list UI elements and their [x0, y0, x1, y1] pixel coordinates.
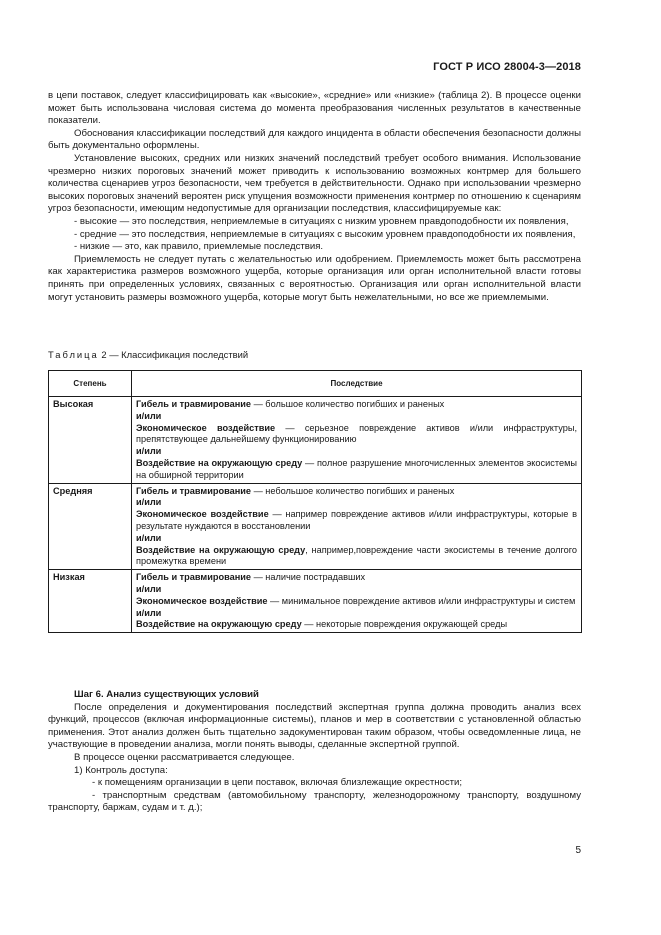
consequence-head: Воздействие на окружающую среду [136, 619, 302, 630]
consequence-text: — наличие пострадавших [251, 572, 366, 583]
consequence-head: Экономическое воздействие [136, 422, 276, 433]
list-item: - высокие — это последствия, неприемлемые в ситуациях с низким уровнем правдоподобности их появления, [74, 215, 569, 227]
consequence-cell [132, 483, 582, 570]
table-header-row [49, 371, 582, 397]
consequence-cell [132, 397, 582, 484]
table-caption-number: 2 [101, 349, 107, 360]
consequence-item [136, 596, 577, 608]
consequence-head: Гибель и травмирование [136, 399, 252, 409]
conjunction: и/или [136, 446, 162, 457]
consequence-text: — большое количество погибших и раненых [251, 399, 445, 409]
numbered-item: 1) Контроль доступа: [74, 764, 168, 776]
degree-cell: Высокая [49, 397, 132, 484]
consequence-item [136, 572, 577, 584]
consequence-cell [132, 570, 582, 633]
page-number: 5 [575, 845, 581, 856]
consequence-head: Гибель и травмирование [136, 572, 252, 583]
table-row [49, 397, 582, 484]
table-row [49, 570, 582, 633]
consequence-item [136, 619, 577, 631]
consequence-text: — минимальное повреждение активов и/или инфраструктуры и систем [267, 595, 576, 606]
consequence-text: — некоторые повреждения окружающей среды [301, 619, 508, 630]
conjunction: и/или [136, 497, 162, 508]
table-caption-prefix: Таблица [48, 349, 99, 360]
list-item: - средние — это последствия, неприемлемые в ситуациях с высоким уровнем правдоподобности их появления, [74, 228, 576, 240]
consequence-head: Гибель и травмирование [136, 485, 252, 496]
degree-cell: Средняя [49, 483, 132, 570]
conjunction: и/или [136, 410, 162, 421]
table-caption-title: — Классификация последствий [109, 349, 249, 360]
paragraph: Установление высоких, средних или низких значений последствий требует особого внимания. Использование чрезмерно низких пороговых значений может приводить к использованию возможных контрмер для большего количества сценариев угроз безопасности, чем требуется в действительности. Однако при использовании чрезмерно высоких пороговых значений вероятен риск упущения возможности применения контрмер по отношению к сценариям угроз безопасности, имеющим недопустимые для организации последствия, классифицируемые как: [48, 152, 581, 215]
consequence-head: Воздействие на окружающую среду [136, 544, 306, 555]
consequence-text: — серьезное повреждение активов и/или инфраструктуры, препятствующее дальнейшему функционированию [136, 422, 577, 445]
classification-table [48, 370, 582, 633]
paragraph: Приемлемость не следует путать с желательностью или одобрением. Приемлемость может быть рассмотрена как характеристика размеров возможного ущерба, которые организация или орган исполнительной власти готовы принять при определенных условиях, связанных с вероятностью. Организация или орган исполнительной власти могут установить размеры возможного ущерба, которые могут быть нежелательными, но все же приемлемыми. [48, 253, 581, 303]
list-item: - транспортным средствам (автомобильному транспорту, железнодорожному транспорту, воздушному транспорту, баржам, судам и т. д.); [48, 789, 581, 814]
consequence-item [136, 486, 577, 498]
consequence-text: — полное разрушение многочисленных элементов экосистемы на обширной территории [136, 457, 577, 480]
consequence-item [136, 545, 577, 569]
consequence-head: Экономическое воздействие [136, 509, 269, 520]
consequence-text: , например,повреждение части экосистемы в течение долгого промежутка времени [136, 544, 577, 567]
consequence-text: — небольшое количество погибших и раненых [251, 485, 455, 496]
paragraph: в цепи поставок, следует классифицировать как «высокие», «средние» или «низкие» (таблица 2). В процессе оценки может быть использована числовая система до момента преобразования численных результатов в качественные показатели. [48, 90, 581, 127]
list-item: - к помещениям организации в цепи поставок, включая близлежащие окрестности; [92, 777, 463, 789]
consequence-text: — например повреждение активов и/или инфраструктуры, которые в результате нуждаются в восстановлении [136, 509, 578, 531]
consequence-head: Экономическое воздействие [136, 595, 268, 606]
body-text [48, 90, 581, 304]
paragraph: Обоснования классификации последствий для каждого инцидента в области обеспечения безопасности должны быть документально оформлены. [48, 127, 581, 152]
paragraph: После определения и документирования последствий экспертная группа должна проводить анализ всех функций, процессов (включая информационные системы), планов и мер в соответствии с установленной областью применения. Этот анализ должен быть тщательно задокументирован таким образом, чтобы осведомленные лица, не участвующие в проведении анализа, могли понять выводы, сделанные экспертной группой. [48, 701, 581, 751]
table-caption [48, 349, 248, 360]
section-heading: Шаг 6. Анализ существующих условий [74, 689, 259, 700]
degree-cell: Низкая [49, 570, 132, 633]
consequence-item [136, 458, 577, 482]
consequence-item [136, 423, 577, 447]
column-header-degree: Степень [49, 371, 132, 397]
conjunction: и/или [136, 583, 162, 594]
consequence-head: Воздействие на окружающую среду [136, 457, 303, 468]
column-header-consequence: Последствие [132, 371, 582, 397]
section-step-6 [48, 689, 581, 815]
conjunction: и/или [136, 607, 162, 618]
conjunction: и/или [136, 532, 162, 543]
paragraph: В процессе оценки рассматривается следующее. [74, 751, 295, 763]
document-code: ГОСТ Р ИСО 28004-3—2018 [433, 61, 581, 73]
consequence-item [136, 399, 577, 411]
list-item: - низкие — это, как правило, приемлемые последствия. [74, 241, 324, 253]
table-row [49, 483, 582, 570]
consequence-item [136, 509, 577, 533]
